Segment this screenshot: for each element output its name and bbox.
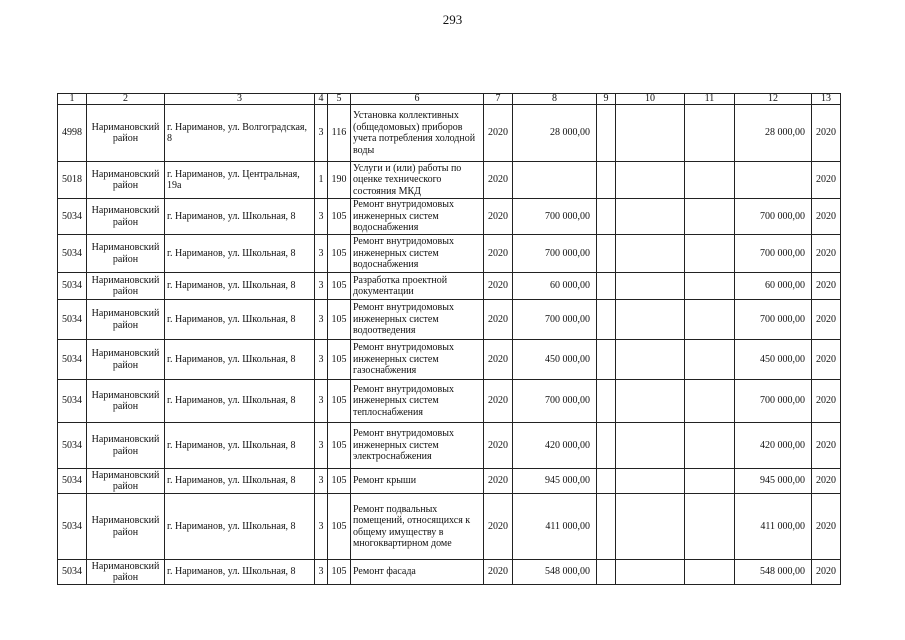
- col9-cell: [597, 105, 616, 162]
- row-id-cell: 5034: [58, 560, 87, 585]
- table-row: [58, 340, 841, 380]
- year-cell: 2020: [484, 105, 513, 162]
- col4-cell: 3: [315, 273, 328, 300]
- table-row: [58, 380, 841, 423]
- col11-cell: [685, 494, 735, 560]
- end-year-cell: 2020: [812, 423, 841, 469]
- col10-cell: [616, 340, 685, 380]
- sum-cell: 28 000,00: [513, 105, 597, 162]
- total-cell: 420 000,00: [735, 423, 812, 469]
- address-cell: г. Нариманов, ул. Школьная, 8: [165, 423, 315, 469]
- address-cell: г. Нариманов, ул. Школьная, 8: [165, 469, 315, 494]
- header-cell: 10: [616, 94, 685, 105]
- col5-cell: 105: [328, 423, 351, 469]
- end-year-cell: 2020: [812, 494, 841, 560]
- col11-cell: [685, 300, 735, 340]
- end-year-cell: 2020: [812, 199, 841, 235]
- header-cell: 12: [735, 94, 812, 105]
- row-id-cell: 5034: [58, 199, 87, 235]
- table-row: [58, 300, 841, 340]
- sum-cell: 411 000,00: [513, 494, 597, 560]
- work-type-cell: Услуги и (или) работы по оценке технического состояния МКД: [351, 162, 484, 199]
- header-cell: 9: [597, 94, 616, 105]
- col9-cell: [597, 199, 616, 235]
- col10-cell: [616, 469, 685, 494]
- table-row: [58, 105, 841, 162]
- col4-cell: 3: [315, 300, 328, 340]
- col4-cell: 3: [315, 380, 328, 423]
- address-cell: г. Нариманов, ул. Школьная, 8: [165, 494, 315, 560]
- year-cell: 2020: [484, 273, 513, 300]
- col9-cell: [597, 380, 616, 423]
- sum-cell: 700 000,00: [513, 300, 597, 340]
- work-type-cell: Ремонт внутридомовых инженерных систем электроснабжения: [351, 423, 484, 469]
- year-cell: 2020: [484, 380, 513, 423]
- sum-cell: 700 000,00: [513, 235, 597, 273]
- col10-cell: [616, 300, 685, 340]
- col4-cell: 3: [315, 199, 328, 235]
- district-cell: Наримановский район: [87, 300, 165, 340]
- header-row: [58, 94, 841, 105]
- col10-cell: [616, 494, 685, 560]
- district-cell: Наримановский район: [87, 105, 165, 162]
- table-row: [58, 494, 841, 560]
- year-cell: 2020: [484, 300, 513, 340]
- col5-cell: 105: [328, 235, 351, 273]
- row-id-cell: 5034: [58, 380, 87, 423]
- col9-cell: [597, 300, 616, 340]
- header-cell: 4: [315, 94, 328, 105]
- year-cell: 2020: [484, 162, 513, 199]
- work-type-cell: Ремонт внутридомовых инженерных систем водоотведения: [351, 300, 484, 340]
- total-cell: 450 000,00: [735, 340, 812, 380]
- total-cell: 411 000,00: [735, 494, 812, 560]
- year-cell: 2020: [484, 423, 513, 469]
- col11-cell: [685, 199, 735, 235]
- col5-cell: 105: [328, 380, 351, 423]
- col11-cell: [685, 235, 735, 273]
- col5-cell: 105: [328, 199, 351, 235]
- col11-cell: [685, 469, 735, 494]
- sum-cell: 700 000,00: [513, 199, 597, 235]
- district-cell: Наримановский район: [87, 162, 165, 199]
- address-cell: г. Нариманов, ул. Волгоградская, 8: [165, 105, 315, 162]
- address-cell: г. Нариманов, ул. Центральная, 19а: [165, 162, 315, 199]
- sum-cell: 420 000,00: [513, 423, 597, 469]
- col10-cell: [616, 235, 685, 273]
- work-type-cell: Ремонт фасада: [351, 560, 484, 585]
- work-type-cell: Ремонт крыши: [351, 469, 484, 494]
- row-id-cell: 4998: [58, 105, 87, 162]
- col9-cell: [597, 235, 616, 273]
- col4-cell: 3: [315, 423, 328, 469]
- col4-cell: 3: [315, 340, 328, 380]
- row-id-cell: 5034: [58, 300, 87, 340]
- address-cell: г. Нариманов, ул. Школьная, 8: [165, 273, 315, 300]
- sum-cell: 450 000,00: [513, 340, 597, 380]
- row-id-cell: 5034: [58, 494, 87, 560]
- capital-repair-table: [57, 93, 841, 585]
- page-number: 293: [442, 12, 463, 27]
- header-cell: 7: [484, 94, 513, 105]
- col11-cell: [685, 423, 735, 469]
- district-cell: Наримановский район: [87, 469, 165, 494]
- header-cell: 1: [58, 94, 87, 105]
- table-row: [58, 423, 841, 469]
- work-type-cell: Ремонт внутридомовых инженерных систем теплоснабжения: [351, 380, 484, 423]
- header-cell: 8: [513, 94, 597, 105]
- work-type-cell: Установка коллективных (общедомовых) приборов учета потребления холодной воды: [351, 105, 484, 162]
- district-cell: Наримановский район: [87, 235, 165, 273]
- row-id-cell: 5034: [58, 235, 87, 273]
- col4-cell: 1: [315, 162, 328, 199]
- col4-cell: 3: [315, 469, 328, 494]
- col9-cell: [597, 469, 616, 494]
- total-cell: 28 000,00: [735, 105, 812, 162]
- address-cell: г. Нариманов, ул. Школьная, 8: [165, 300, 315, 340]
- district-cell: Наримановский район: [87, 273, 165, 300]
- address-cell: г. Нариманов, ул. Школьная, 8: [165, 560, 315, 585]
- col9-cell: [597, 162, 616, 199]
- table-row: [58, 469, 841, 494]
- district-cell: Наримановский район: [87, 199, 165, 235]
- total-cell: 60 000,00: [735, 273, 812, 300]
- col5-cell: 116: [328, 105, 351, 162]
- col5-cell: 105: [328, 469, 351, 494]
- col11-cell: [685, 380, 735, 423]
- year-cell: 2020: [484, 560, 513, 585]
- sum-cell: [513, 162, 597, 199]
- address-cell: г. Нариманов, ул. Школьная, 8: [165, 340, 315, 380]
- row-id-cell: 5034: [58, 423, 87, 469]
- col9-cell: [597, 423, 616, 469]
- col5-cell: 105: [328, 560, 351, 585]
- header-cell: 5: [328, 94, 351, 105]
- col5-cell: 105: [328, 300, 351, 340]
- year-cell: 2020: [484, 340, 513, 380]
- col5-cell: 105: [328, 273, 351, 300]
- col10-cell: [616, 105, 685, 162]
- col10-cell: [616, 423, 685, 469]
- district-cell: Наримановский район: [87, 494, 165, 560]
- total-cell: 945 000,00: [735, 469, 812, 494]
- year-cell: 2020: [484, 235, 513, 273]
- header-cell: 3: [165, 94, 315, 105]
- col11-cell: [685, 273, 735, 300]
- col4-cell: 3: [315, 494, 328, 560]
- district-cell: Наримановский район: [87, 560, 165, 585]
- work-type-cell: Разработка проектной документации: [351, 273, 484, 300]
- col10-cell: [616, 273, 685, 300]
- table-row: [58, 199, 841, 235]
- year-cell: 2020: [484, 469, 513, 494]
- col10-cell: [616, 560, 685, 585]
- sum-cell: 700 000,00: [513, 380, 597, 423]
- total-cell: [735, 162, 812, 199]
- end-year-cell: 2020: [812, 560, 841, 585]
- col11-cell: [685, 340, 735, 380]
- col11-cell: [685, 560, 735, 585]
- col10-cell: [616, 199, 685, 235]
- work-type-cell: Ремонт внутридомовых инженерных систем водоснабжения: [351, 199, 484, 235]
- sum-cell: 945 000,00: [513, 469, 597, 494]
- end-year-cell: 2020: [812, 340, 841, 380]
- header-cell: 13: [812, 94, 841, 105]
- total-cell: 548 000,00: [735, 560, 812, 585]
- work-type-cell: Ремонт внутридомовых инженерных систем газоснабжения: [351, 340, 484, 380]
- total-cell: 700 000,00: [735, 380, 812, 423]
- table-row: [58, 560, 841, 585]
- col4-cell: 3: [315, 105, 328, 162]
- end-year-cell: 2020: [812, 300, 841, 340]
- col11-cell: [685, 105, 735, 162]
- work-type-cell: Ремонт внутридомовых инженерных систем водоснабжения: [351, 235, 484, 273]
- col5-cell: 105: [328, 494, 351, 560]
- table-row: [58, 235, 841, 273]
- district-cell: Наримановский район: [87, 423, 165, 469]
- sum-cell: 548 000,00: [513, 560, 597, 585]
- col11-cell: [685, 162, 735, 199]
- end-year-cell: 2020: [812, 380, 841, 423]
- year-cell: 2020: [484, 494, 513, 560]
- col10-cell: [616, 162, 685, 199]
- total-cell: 700 000,00: [735, 235, 812, 273]
- col5-cell: 105: [328, 340, 351, 380]
- row-id-cell: 5018: [58, 162, 87, 199]
- work-type-cell: Ремонт подвальных помещений, относящихся к общему имуществу в многоквартирном доме: [351, 494, 484, 560]
- table-row: [58, 162, 841, 199]
- end-year-cell: 2020: [812, 162, 841, 199]
- end-year-cell: 2020: [812, 105, 841, 162]
- header-cell: 11: [685, 94, 735, 105]
- row-id-cell: 5034: [58, 340, 87, 380]
- row-id-cell: 5034: [58, 469, 87, 494]
- district-cell: Наримановский район: [87, 340, 165, 380]
- col9-cell: [597, 494, 616, 560]
- row-id-cell: 5034: [58, 273, 87, 300]
- col5-cell: 190: [328, 162, 351, 199]
- header-cell: 2: [87, 94, 165, 105]
- table-row: [58, 273, 841, 300]
- address-cell: г. Нариманов, ул. Школьная, 8: [165, 199, 315, 235]
- col9-cell: [597, 560, 616, 585]
- total-cell: 700 000,00: [735, 199, 812, 235]
- end-year-cell: 2020: [812, 273, 841, 300]
- col4-cell: 3: [315, 560, 328, 585]
- col9-cell: [597, 340, 616, 380]
- total-cell: 700 000,00: [735, 300, 812, 340]
- col10-cell: [616, 380, 685, 423]
- col9-cell: [597, 273, 616, 300]
- address-cell: г. Нариманов, ул. Школьная, 8: [165, 380, 315, 423]
- end-year-cell: 2020: [812, 469, 841, 494]
- sum-cell: 60 000,00: [513, 273, 597, 300]
- district-cell: Наримановский район: [87, 380, 165, 423]
- end-year-cell: 2020: [812, 235, 841, 273]
- col4-cell: 3: [315, 235, 328, 273]
- header-cell: 6: [351, 94, 484, 105]
- address-cell: г. Нариманов, ул. Школьная, 8: [165, 235, 315, 273]
- year-cell: 2020: [484, 199, 513, 235]
